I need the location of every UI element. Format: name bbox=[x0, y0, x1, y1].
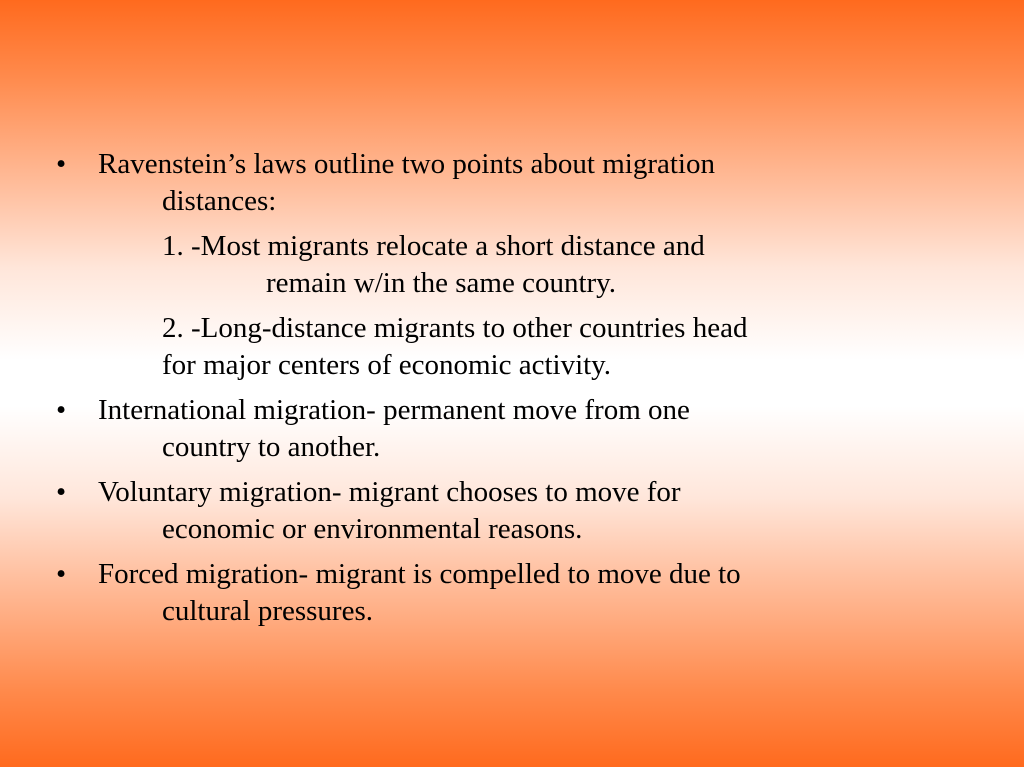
bullet-item-forced bbox=[56, 556, 916, 630]
subpoint-line: 2. -Long-distance migrants to other countries head bbox=[162, 312, 748, 344]
bullet-line: economic or environmental reasons. bbox=[162, 513, 583, 545]
slide-body bbox=[56, 146, 916, 638]
bullet-item-voluntary bbox=[56, 474, 916, 548]
subpoint-line: for major centers of economic activity. bbox=[162, 349, 612, 381]
bullet-line: Ravenstein’s laws outline two points about migration bbox=[98, 148, 715, 180]
bullet-line: cultural pressures. bbox=[162, 595, 373, 627]
bullet-line: distances: bbox=[162, 185, 277, 217]
subpoint-line: remain w/in the same country. bbox=[266, 267, 617, 299]
bullet-line: Voluntary migration- migrant chooses to move for bbox=[98, 476, 681, 508]
subpoint-line: 1. -Most migrants relocate a short distance and bbox=[162, 230, 705, 262]
bullet-item-ravenstein bbox=[56, 146, 916, 384]
bullet-line: country to another. bbox=[162, 431, 381, 463]
bullet-marker: • bbox=[56, 148, 67, 180]
bullet-line: International migration- permanent move from one bbox=[98, 394, 690, 426]
bullet-marker: • bbox=[56, 558, 67, 590]
bullet-line: Forced migration- migrant is compelled to move due to bbox=[98, 558, 741, 590]
bullet-marker: • bbox=[56, 394, 67, 426]
bullet-marker: • bbox=[56, 476, 67, 508]
bullet-item-international bbox=[56, 392, 916, 466]
